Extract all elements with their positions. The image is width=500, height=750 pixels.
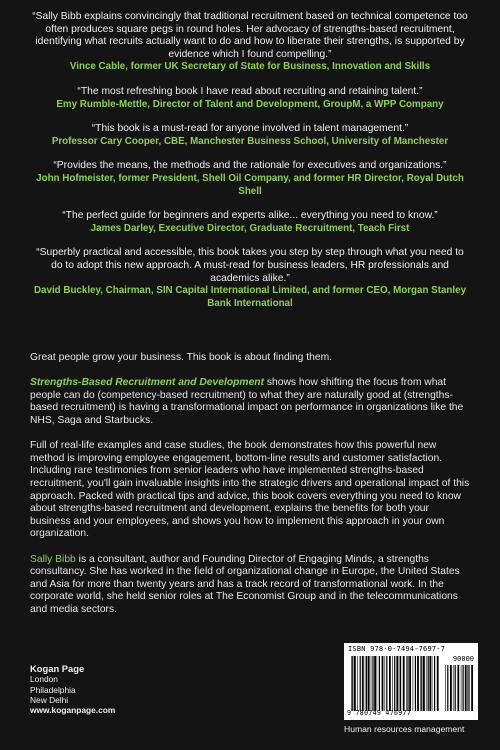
barcode <box>344 643 478 720</box>
quote-3 <box>30 123 470 148</box>
quote-attribution: Vince Cable, former UK Secretary of State for Business, Innovation and Skills <box>69 61 431 73</box>
quote-text: “This book is a must-read for anyone involved in talent management.” <box>91 123 409 135</box>
barcode-addon-bars <box>444 665 474 711</box>
publisher-city: London <box>30 674 58 685</box>
quote-attribution: James Darley, Executive Director, Graduate Recruitment, Teach First <box>90 222 410 234</box>
isbn-text: ISBN 978-0-7494-7697-7 <box>348 645 446 653</box>
subject-category: Human resources management <box>344 724 465 734</box>
quote-text: “The most refreshing book I have read about recruiting and retaining talent.” <box>77 85 423 97</box>
quote-attribution: Professor Cary Cooper, CBE, Manchester Business School, University of Manchester <box>51 135 449 147</box>
author-name: Sally Bibb <box>30 553 76 565</box>
barcode-bars <box>350 656 440 711</box>
quote-6 <box>30 247 470 310</box>
description-paragraph <box>30 377 470 427</box>
author-bio <box>30 554 470 617</box>
quote-attribution: David Buckley, Chairman, SIN Capital International Limited, and former CEO, Morgan Stanley Bank International <box>33 285 467 309</box>
quote-text: “Sally Bibb explains convincingly that traditional recruitment based on technical competence too often produces square pegs in round holes. Her advocacy of strengths-based recruitment, identifying what recruits actually want to do and how to liberate their strengths, is supported by evidence which I found compelling.” <box>32 11 468 60</box>
endorsements <box>30 11 470 322</box>
quote-attribution: John Hofmeister, former President, Shell Oil Company, and former HR Director, Royal Dutch Shell <box>36 172 464 197</box>
publisher-info <box>30 664 115 715</box>
tagline: Great people grow your business. This book is about finding them. <box>30 352 333 363</box>
description-text: shows how shifting the focus from what people can do (competency-based recruitment) to what they are naturally good at (strengths-based recruitment) is having a transformational impact on performance in organizations like the NHS, Saga and Starbucks. <box>30 377 464 426</box>
barcode-digits: 9 780749 476977 <box>347 709 412 717</box>
publisher-city: New Delhi <box>30 694 69 705</box>
price-code: 90000 <box>452 655 474 663</box>
publisher-city: Philadelphia <box>30 684 76 695</box>
quote-attribution: Emy Rumble-Mettle, Director of Talent and Development, GroupM, a WPP Company <box>56 98 444 110</box>
quote-5 <box>30 210 470 235</box>
description-paragraph: Full of real-life examples and case studies, the book demonstrates how this powerful new method is improving employee engagement, bottom-line results and customer satisfaction. Including rare testimonies from senior leaders who have implemented strengths-based recruitment, you'll gain invaluable insights into the strategic drivers and operational impact of this approach. Packed with practical tips and advice, this book covers everything you need to know about strengths-based recruitment and development, explains the benefits for both your business and your employees, and shows you how to implement this approach in your own organization. <box>30 440 470 540</box>
quote-text: “The perfect guide for beginners and experts alike... everything you need to know.” <box>62 210 438 222</box>
quote-text: “Provides the means, the methods and the rationale for executives and organizations.” <box>53 160 447 172</box>
author-bio-text: is a consultant, author and Founding Director of Engaging Minds, a strengths consultancy. She has worked in the field of organizational change in Europe, the United States and Asia for more than twenty years and has a track record of transformational work. In the corporate world, she held senior roles at The Economist Group and in the telecommunications and media sectors. <box>30 553 460 615</box>
quote-4 <box>30 160 470 198</box>
publisher-url: www.koganpage.com <box>30 705 116 716</box>
book-description <box>30 352 470 629</box>
quote-text: “Superbly practical and accessible, this book takes you step by step through what you need to do to adopt this new approach. A must-read for business leaders, HR professionals and academics alike.” <box>36 247 464 284</box>
book-title: Strengths-Based Recruitment and Development <box>30 377 265 389</box>
publisher-name: Kogan Page <box>30 663 85 674</box>
quote-1 <box>30 11 470 74</box>
quote-2 <box>30 86 470 111</box>
